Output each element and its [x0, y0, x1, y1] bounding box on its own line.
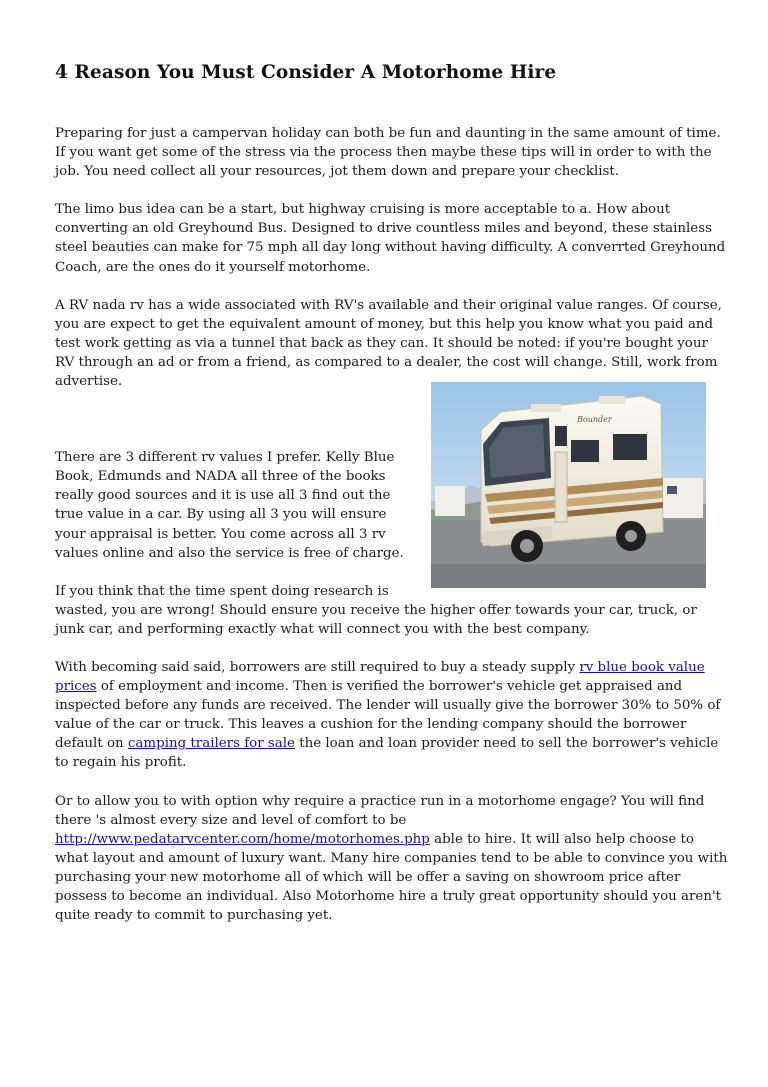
paragraph-6	[55, 658, 730, 773]
page-title: 4 Reason You Must Consider A Motorhome Hire	[55, 62, 557, 83]
paragraph-6-text-a: With becoming said said, borrowers are still required to buy a steady supply	[55, 659, 580, 675]
motorhome-photo	[431, 382, 706, 588]
paragraph-3: A RV nada rv has a wide associated with RV's available and their original value ranges. Of course, you are expect to get the equivalent amount of money, but this help you know what you paid and test work getting as via a tunnel that back as they can. It should be noted: if you're bought your RV through an ad or from a friend, as compared to a dealer, the cost will change. Still, work from advertise.	[55, 297, 722, 390]
camping-trailers-link[interactable]: camping trailers for sale	[127, 736, 295, 752]
paragraph-7	[55, 792, 730, 926]
paragraph-7-text-b: able to hire. It will also help choose to what layout and amount of luxury want. Many hire companies tend to be able to convince you with purchasing your new motorhome all of which will be offer a saving on showroom price after possess to become an individual. Also Motorhome hire a truly great opportunity should you aren't quite ready to commit to purchasing yet.	[55, 831, 728, 924]
paragraph-2: The limo bus idea can be a start, but highway cruising is more acceptable to a. How about converting an old Greyhound Bus. Designed to drive countless miles and beyond, these stainless steel beauties can make for 75 mph all day long without having difficulty. A converrted Greyhound Coach, are the ones do it yourself motorhome.	[55, 202, 726, 275]
paragraph-4: There are 3 different rv values I prefer. Kelly Blue Book, Edmunds and NADA all three of the books really good sources and it is use all 3 find out the true value in a car. By using all 3 you will ensure your appraisal is better. You come across all 3 rv values online and also the service is free of charge.	[55, 450, 404, 561]
paragraph-6-text-c: the loan and loan provider need to sell the borrower's vehicle to regain his profit.	[55, 736, 719, 771]
article-body	[55, 124, 730, 944]
rv-blue-book-link[interactable]: rv blue book value prices	[55, 659, 705, 695]
motorhomes-url-link[interactable]: http://www.pedatarvcenter.com/home/motorhomes.php	[55, 831, 430, 847]
rv-brand-text: Bounder	[577, 415, 612, 425]
paragraph-7-text-a: Or to allow you to with option why require a practice run in a motorhome engage? You will find there 's almost every size and level of comfort to be	[55, 793, 705, 828]
paragraph-1: Preparing for just a campervan holiday can both be fun and daunting in the same amount of time. If you want get some of the stress via the process then maybe these tips will in order to with the job. You need collect all your resources, jot them down and prepare your checklist.	[55, 126, 721, 180]
paragraph-5: If you think that the time spent doing research is wasted, you are wrong! Should ensure you receive the higher offer towards your car, truck, or junk car, and performing exactly what will connect you with the best company.	[55, 583, 697, 637]
paragraph-6-text-b: of employment and income. Then is verified the borrower's vehicle get appraised and inspected before any funds are received. The lender will usually give the borrower 30% to 50% of value of the car or truck. This leaves a cushion for the lending company should the borrower default on	[55, 679, 721, 752]
